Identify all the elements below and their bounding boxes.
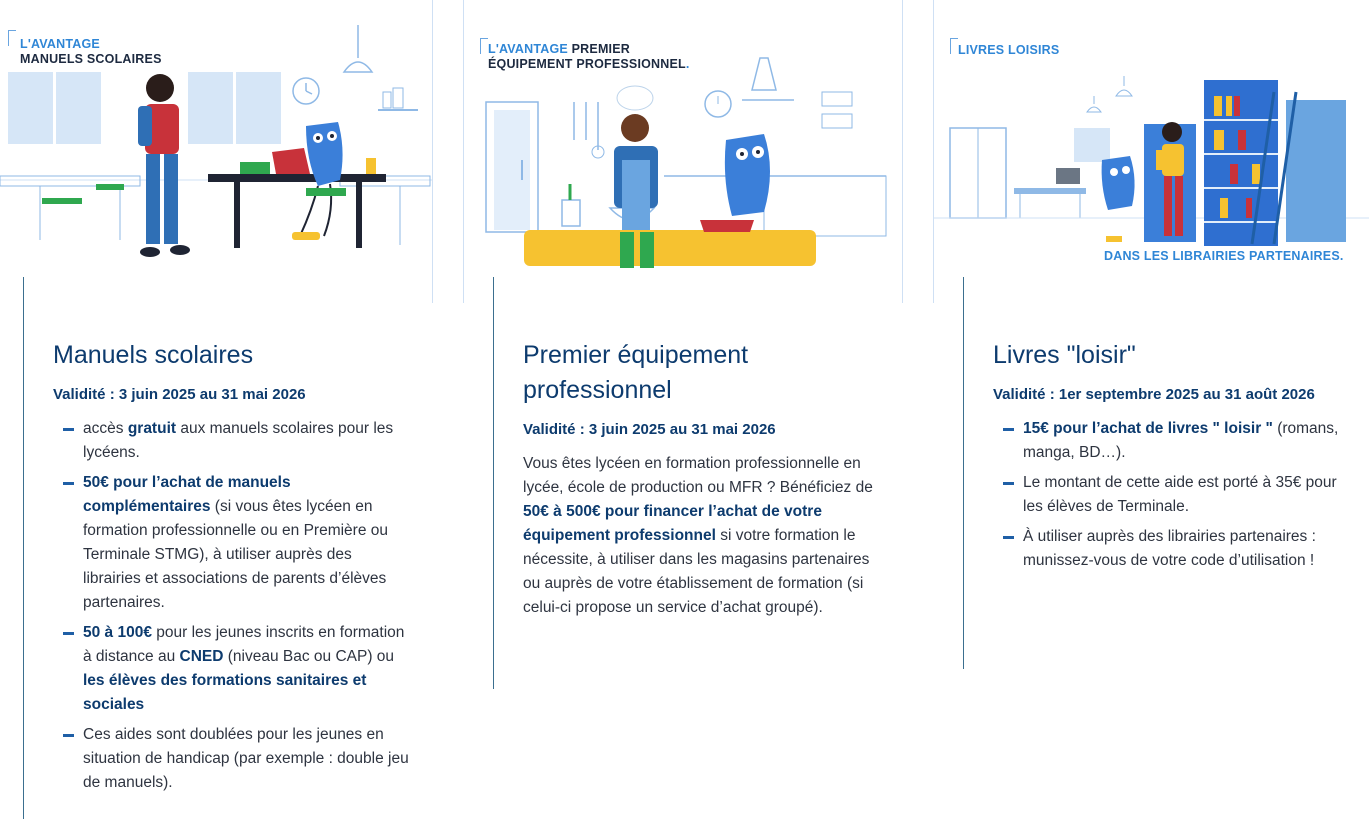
validity-text: Validité : 3 juin 2025 au 31 mai 2026 bbox=[53, 386, 306, 403]
tag-bracket bbox=[480, 38, 488, 54]
card-title: Livres "loisir" bbox=[993, 341, 1136, 369]
list-item: 50€ pour l’achat de manuels complémentaires (si vous êtes lycéen en formation professionnelle ou en Première ou Terminale STMG), à utiliser auprès des librairies et associations de parents d’élèves partenaires. bbox=[63, 471, 413, 615]
card-title: Manuels scolaires bbox=[53, 341, 254, 369]
tagline bbox=[488, 42, 690, 72]
card-title: Premier équipement professionnel bbox=[523, 341, 749, 404]
list-item: À utiliser auprès des librairies partenaires : munissez-vous de votre code d’utilisation ! bbox=[1003, 525, 1343, 573]
tagline-dot: . bbox=[685, 57, 690, 71]
description-paragraph: Vous êtes lycéen en formation professionnelle en lycée, école de production ou MFR ? Bénéficiez de 50€ à 500€ pour financer l’achat de votre équipement professionnel si votre formation le nécessite, à utiliser dans les magasins partenaires ou auprès de votre établissement de formation (si celui-ci propose un service d’achat groupé). bbox=[523, 455, 873, 616]
illustration-livres-loisirs bbox=[933, 0, 1369, 303]
tag-bracket bbox=[8, 30, 16, 46]
divider-line bbox=[963, 277, 964, 669]
tag-bracket bbox=[950, 38, 958, 54]
benefit-list bbox=[1003, 417, 1343, 573]
card-content bbox=[993, 338, 1343, 579]
list-item: Le montant de cette aide est porté à 35€ pour les élèves de Terminale. bbox=[1003, 471, 1343, 519]
card-content bbox=[53, 338, 413, 801]
tagline bbox=[20, 37, 162, 67]
tagline-line2: ÉQUIPEMENT PROFESSIONNEL bbox=[488, 57, 686, 71]
card-livres-loisirs bbox=[933, 0, 1369, 819]
validity-text: Validité : 1er septembre 2025 au 31 août 2026 bbox=[993, 386, 1315, 403]
tagline-line1: L'AVANTAGE bbox=[20, 37, 100, 51]
list-item: Ces aides sont doublées pour les jeunes en situation de handicap (par exemple : double jeu de manuels). bbox=[63, 723, 413, 795]
card-content bbox=[523, 338, 883, 620]
tagline-line2: MANUELS SCOLAIRES bbox=[20, 52, 162, 66]
list-item: 15€ pour l’achat de livres " loisir " (romans, manga, BD…). bbox=[1003, 417, 1343, 465]
tagline bbox=[958, 43, 1059, 58]
divider-line bbox=[493, 277, 494, 689]
illustration-premier-equipement bbox=[463, 0, 903, 303]
validity-text: Validité : 3 juin 2025 au 31 mai 2026 bbox=[523, 421, 776, 438]
illustration-manuels-scolaires bbox=[0, 0, 433, 303]
card-manuels-scolaires bbox=[0, 0, 470, 819]
tagline-bottom: DANS LES LIBRAIRIES PARTENAIRES. bbox=[1104, 249, 1344, 263]
tagline-line1b: PREMIER bbox=[567, 42, 630, 56]
divider-line bbox=[23, 277, 24, 819]
benefit-list bbox=[63, 417, 413, 795]
list-item: accès gratuit aux manuels scolaires pour les lycéens. bbox=[63, 417, 413, 465]
tagline-line1: L'AVANTAGE bbox=[488, 42, 568, 56]
tagline-line1: LIVRES LOISIRS bbox=[958, 43, 1060, 57]
card-premier-equipement bbox=[463, 0, 933, 819]
list-item: 50 à 100€ pour les jeunes inscrits en formation à distance au CNED (niveau Bac ou CAP) ou les élèves des formations sanitaires et sociales bbox=[63, 621, 413, 717]
